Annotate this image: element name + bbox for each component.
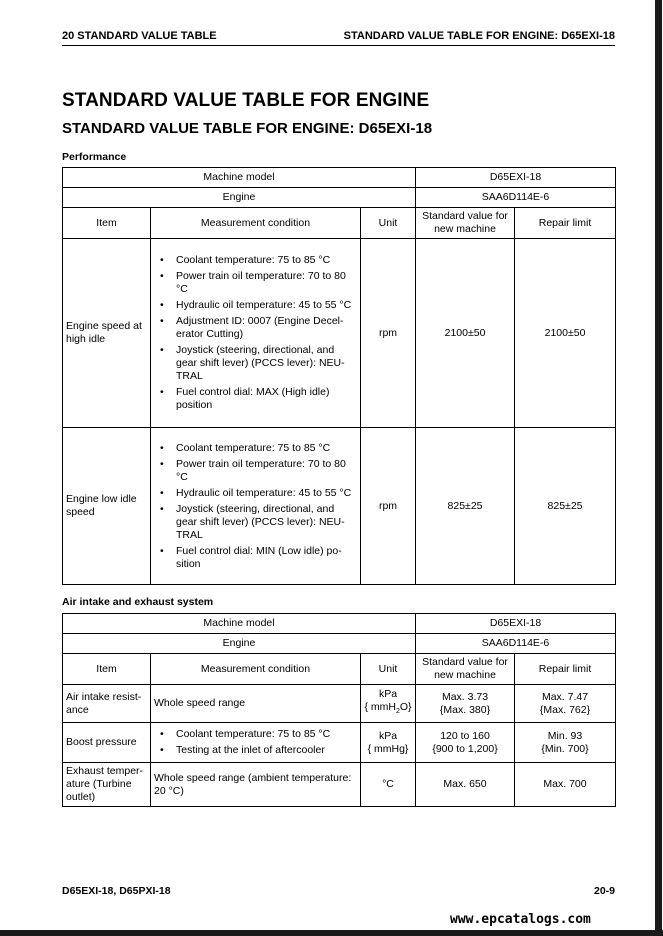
table-row xyxy=(63,428,616,585)
table-row xyxy=(63,763,616,807)
col-item: Item xyxy=(63,208,151,239)
row-condition: Whole speed range xyxy=(151,685,361,723)
col-item: Item xyxy=(63,654,151,685)
table-row xyxy=(63,723,616,763)
row-conditions xyxy=(151,239,361,428)
col-standard: Standard value for new machine xyxy=(416,654,515,685)
unit-secondary: { mmHg} xyxy=(367,742,409,755)
repair-secondary: {Max. 762} xyxy=(539,703,591,716)
unit-secondary xyxy=(364,701,412,718)
page-title: STANDARD VALUE TABLE FOR ENGINE xyxy=(62,90,430,111)
col-condition: Measurement condition xyxy=(151,208,361,239)
condition-item: • Coolant temperature: 75 to 85 °C xyxy=(154,728,357,741)
row-item: Engine speed at high idle xyxy=(63,239,151,428)
row-unit xyxy=(361,685,416,723)
engine-label: Engine xyxy=(63,634,416,654)
row-standard: 825±25 xyxy=(416,428,515,585)
condition-item: • Joystick (steering, directional, and gear shift lever) (PCCS lever): NEU-TRAL xyxy=(154,503,357,542)
col-condition: Measurement condition xyxy=(151,654,361,685)
row-repair: 2100±50 xyxy=(515,239,616,428)
section-air-intake: Air intake and exhaust system xyxy=(62,596,214,608)
row-conditions xyxy=(151,723,361,763)
standard-primary: Max. 3.73 xyxy=(441,690,489,703)
col-unit: Unit xyxy=(361,654,416,685)
repair-primary: Min. 93 xyxy=(547,729,583,742)
col-standard: Standard value for new machine xyxy=(416,208,515,239)
row-unit xyxy=(361,723,416,763)
air-intake-table xyxy=(62,613,616,807)
condition-item: • Fuel control dial: MAX (High idle) position xyxy=(154,386,357,412)
row-unit: °C xyxy=(361,763,416,807)
unit-primary: kPa xyxy=(378,729,398,742)
machine-model-value: D65EXI-18 xyxy=(416,168,616,188)
repair-secondary: {Min. 700} xyxy=(541,742,589,755)
row-condition: Whole speed range (ambient temperature: 20 °C) xyxy=(151,763,361,807)
row-standard: 2100±50 xyxy=(416,239,515,428)
col-repair: Repair limit xyxy=(515,208,616,239)
machine-model-value: D65EXI-18 xyxy=(416,614,616,634)
unit-part: { mmH xyxy=(364,701,396,714)
table-row xyxy=(63,685,616,723)
engine-value: SAA6D114E-6 xyxy=(416,188,616,208)
row-unit: rpm xyxy=(361,239,416,428)
condition-item: • Power train oil temperature: 70 to 80 °C xyxy=(154,458,357,484)
row-item: Air intake resist-ance xyxy=(63,685,151,723)
header-left: 20 STANDARD VALUE TABLE xyxy=(62,30,217,42)
condition-item: • Adjustment ID: 0007 (Engine Decel-erator Cutting) xyxy=(154,315,357,341)
row-repair: Max. 700 xyxy=(515,763,616,807)
table-row xyxy=(63,239,616,428)
condition-item: • Joystick (steering, directional, and gear shift lever) (PCCS lever): NEU-TRAL xyxy=(154,344,357,383)
row-item: Boost pressure xyxy=(63,723,151,763)
row-standard xyxy=(416,685,515,723)
standard-secondary: {900 to 1,200} xyxy=(432,742,498,755)
watermark-url: www.epcatalogs.com xyxy=(450,912,591,927)
section-performance: Performance xyxy=(62,151,127,163)
condition-item: • Testing at the inlet of aftercooler xyxy=(154,744,357,757)
condition-item: • Coolant temperature: 75 to 85 °C xyxy=(154,254,357,267)
condition-item: • Hydraulic oil temperature: 45 to 55 °C xyxy=(154,487,357,500)
header-right: STANDARD VALUE TABLE FOR ENGINE: D65EXI-18 xyxy=(343,30,615,42)
machine-model-label: Machine model xyxy=(63,168,416,188)
page-edge-bottom xyxy=(0,930,663,936)
page-subtitle: STANDARD VALUE TABLE FOR ENGINE: D65EXI-18 xyxy=(62,120,433,137)
machine-model-label: Machine model xyxy=(63,614,416,634)
unit-primary: kPa xyxy=(378,688,398,701)
col-unit: Unit xyxy=(361,208,416,239)
row-repair xyxy=(515,723,616,763)
unit-part: O} xyxy=(399,701,412,714)
page-edge-right xyxy=(655,0,662,936)
condition-item: • Power train oil temperature: 70 to 80 °C xyxy=(154,270,357,296)
condition-item: • Coolant temperature: 75 to 85 °C xyxy=(154,442,357,455)
row-standard xyxy=(416,723,515,763)
engine-value: SAA6D114E-6 xyxy=(416,634,616,654)
repair-primary: Max. 7.47 xyxy=(541,690,589,703)
col-repair: Repair limit xyxy=(515,654,616,685)
performance-table xyxy=(62,167,616,585)
standard-secondary: {Max. 380} xyxy=(439,703,491,716)
standard-primary: 120 to 160 xyxy=(440,729,490,742)
row-item: Engine low idle speed xyxy=(63,428,151,585)
unit-subscript: 2 xyxy=(395,708,400,716)
condition-item: • Hydraulic oil temperature: 45 to 55 °C xyxy=(154,299,357,312)
row-item: Exhaust temper-ature (Turbine outlet) xyxy=(63,763,151,807)
row-repair xyxy=(515,685,616,723)
running-header xyxy=(62,30,615,42)
condition-item: • Fuel control dial: MIN (Low idle) po-sition xyxy=(154,545,357,571)
engine-label: Engine xyxy=(63,188,416,208)
row-conditions xyxy=(151,428,361,585)
running-footer xyxy=(62,885,615,897)
header-rule xyxy=(62,45,615,46)
row-unit: rpm xyxy=(361,428,416,585)
page-number: 20-9 xyxy=(593,885,615,897)
row-repair: 825±25 xyxy=(515,428,616,585)
row-standard: Max. 650 xyxy=(416,763,515,807)
footer-models: D65EXI-18, D65PXI-18 xyxy=(62,885,171,897)
